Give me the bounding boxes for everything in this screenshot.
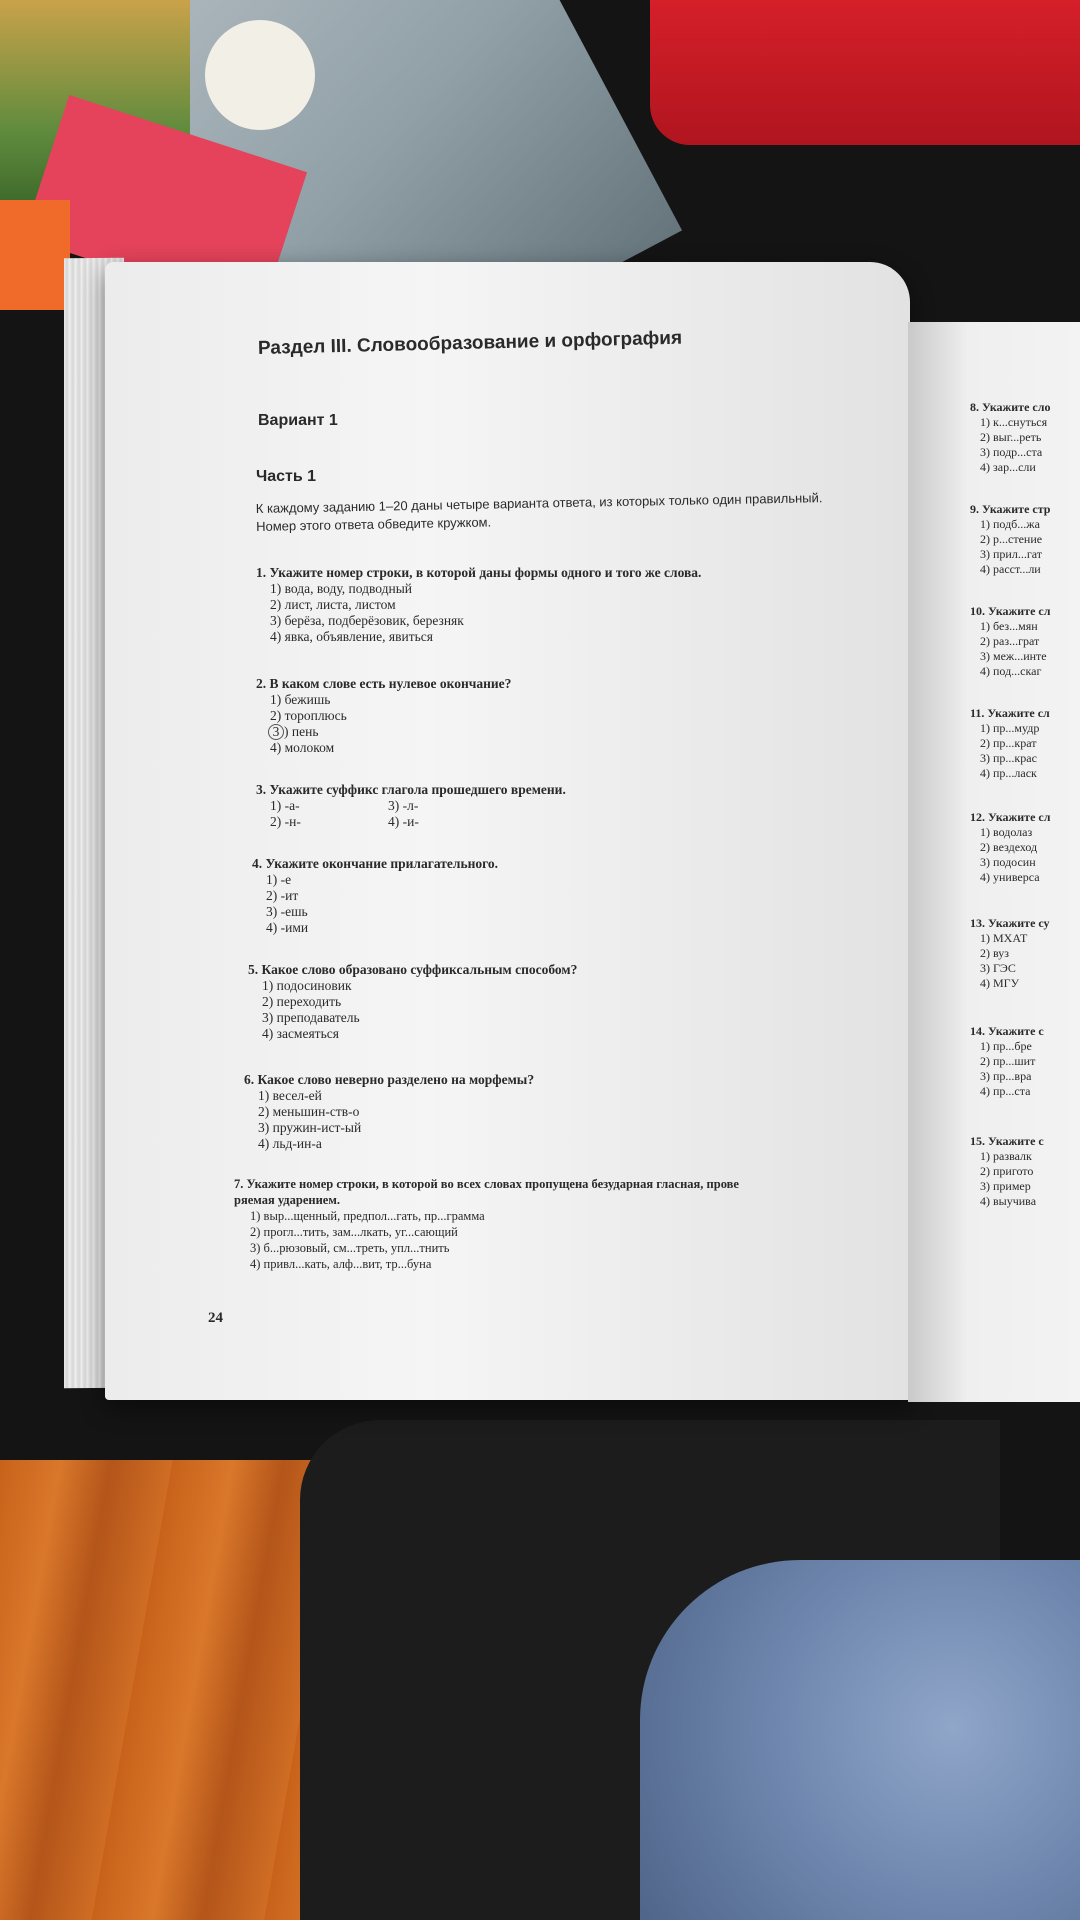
option: 4) льд-ин-а [258,1136,322,1151]
option: 2) прогл...тить, зам...лкать, уг...сающий [250,1225,458,1239]
question-text: 14. Укажите с [970,1024,1044,1038]
question-text: 4. Укажите окончание прилагательного. [252,856,499,871]
instructions [256,489,823,536]
option: 3) -ешь [266,904,308,919]
option: 3) б...рюзовый, см...треть, упл...тнить [250,1241,450,1255]
option: 4) явка, объявление, явиться [270,629,433,644]
right-question-14 [970,1024,1080,1099]
option: 4) МГУ [980,976,1020,990]
option: 4) пр...ласк [980,766,1037,780]
option: 2) лист, листа, листом [270,597,396,612]
question-7 [234,1176,739,1272]
instructions-line-2: Номер этого ответа обведите кружком. [256,514,492,534]
question-5 [248,962,577,1042]
option: 1) развалк [980,1149,1032,1163]
option: 1) водолаз [980,825,1033,839]
variant-title: Вариант 1 [258,412,338,429]
question-text: 6. Какое слово неверно разделено на морфемы? [244,1072,535,1087]
right-question-15 [970,1134,1080,1209]
option: 3) прил...гат [980,547,1043,561]
option: 1) бежишь [270,692,331,707]
option: 1) пр...мудр [980,721,1040,735]
option: 1) выр...щенный, предпол...гать, пр...грамма [250,1209,485,1223]
option: 2) -н- [270,814,301,829]
right-question-10 [970,604,1080,679]
option: 1) -е [266,872,292,887]
option: 1) без...мян [980,619,1038,633]
option: 2) вуз [980,946,1009,960]
circled-answer-mark: 3 [268,724,284,740]
option: 1) весел-ей [258,1088,322,1103]
part-title: Часть 1 [256,468,317,485]
right-question-13 [970,916,1080,991]
right-question-9 [970,502,1080,577]
option: 1) подб...жа [980,517,1040,531]
option: 2) пр...шит [980,1054,1036,1068]
option: 2) пр...крат [980,736,1037,750]
options-grid [256,798,566,830]
option: 4) универса [980,870,1040,884]
page-number: 24 [208,1310,223,1326]
question-text: 9. Укажите стр [970,502,1051,516]
option: 1) к...снуться [980,415,1048,429]
question-1 [256,565,701,645]
question-text: 15. Укажите с [970,1134,1044,1148]
question-3 [256,782,566,830]
question-text: 1. Укажите номер строки, в которой даны формы одного и того же слова. [256,565,702,580]
option: 4) расст...ли [980,562,1041,576]
section-title: Раздел III. Словообразование и орфография [257,327,683,359]
option: 1) МХАТ [980,931,1028,945]
question-text: 10. Укажите сл [970,604,1051,618]
option: 3) меж...инте [980,649,1047,663]
option: 3) пружин-ист-ый [258,1120,362,1135]
option: 3) берёза, подберёзовик, березняк [270,613,464,628]
option: 3) ГЭС [980,961,1016,975]
option: 2) -ит [266,888,299,903]
right-question-8 [970,400,1080,475]
question-text: 3. Укажите суффикс глагола прошедшего времени. [256,782,566,797]
option: 4) привл...кать, алф...вит, тр...буна [250,1257,432,1271]
question-text: 2. В каком слове есть нулевое окончание? [256,676,512,691]
option: 3) подосин [980,855,1036,869]
option: 4) выучива [980,1194,1037,1208]
option: 3) подр...ста [980,445,1043,459]
question-text: 12. Укажите сл [970,810,1051,824]
question-4 [252,856,498,936]
option: 2) пригото [980,1164,1034,1178]
option: 2) вездеход [980,840,1038,854]
option: 2) меньшин-ств-о [258,1104,360,1119]
option: 4) молоком [270,740,335,755]
option-paren: ) [284,724,289,739]
option: 4) зар...сли [980,460,1036,474]
question-6 [244,1072,534,1152]
question-text: 5. Какое слово образовано суффиксальным способом? [248,962,578,977]
option: 2) выг...реть [980,430,1042,444]
option: 2) р...стение [980,532,1043,546]
right-question-12 [970,810,1080,885]
instructions-line-1: К каждому заданию 1–20 даны четыре варианта ответа, из которых только один правильный. [255,490,823,517]
option: 1) -а- [270,798,300,813]
option: 4) пр...ста [980,1084,1031,1098]
option: 2) раз...грат [980,634,1040,648]
option: 2) тороплюсь [270,708,347,723]
option: 2) переходить [262,994,342,1009]
option: 3) пр...крас [980,751,1037,765]
option: 1) подосиновик [262,978,352,993]
option: 4) засмеяться [262,1026,339,1041]
option: 4) -и- [388,814,419,829]
question-text-line-2: ряемая ударением. [234,1193,340,1207]
question-text: 11. Укажите сл [970,706,1050,720]
option: 3) пример [980,1179,1031,1193]
option-circled [256,724,511,740]
option: 4) -ими [266,920,309,935]
right-question-11 [970,706,1080,781]
option: 3) пр...вра [980,1069,1032,1083]
option-text: пень [291,724,319,739]
question-2 [256,676,511,756]
question-text-line-1: 7. Укажите номер строки, в которой во всех словах пропущена безударная гласная, прове [234,1177,739,1191]
option: 4) под...скаг [980,664,1042,678]
option: 3) преподаватель [262,1010,360,1025]
option: 1) пр...бре [980,1039,1032,1053]
option: 3) -л- [388,798,419,813]
question-text: 13. Укажите су [970,916,1050,930]
question-text: 8. Укажите сло [970,400,1051,414]
option: 1) вода, воду, подводный [270,581,413,596]
